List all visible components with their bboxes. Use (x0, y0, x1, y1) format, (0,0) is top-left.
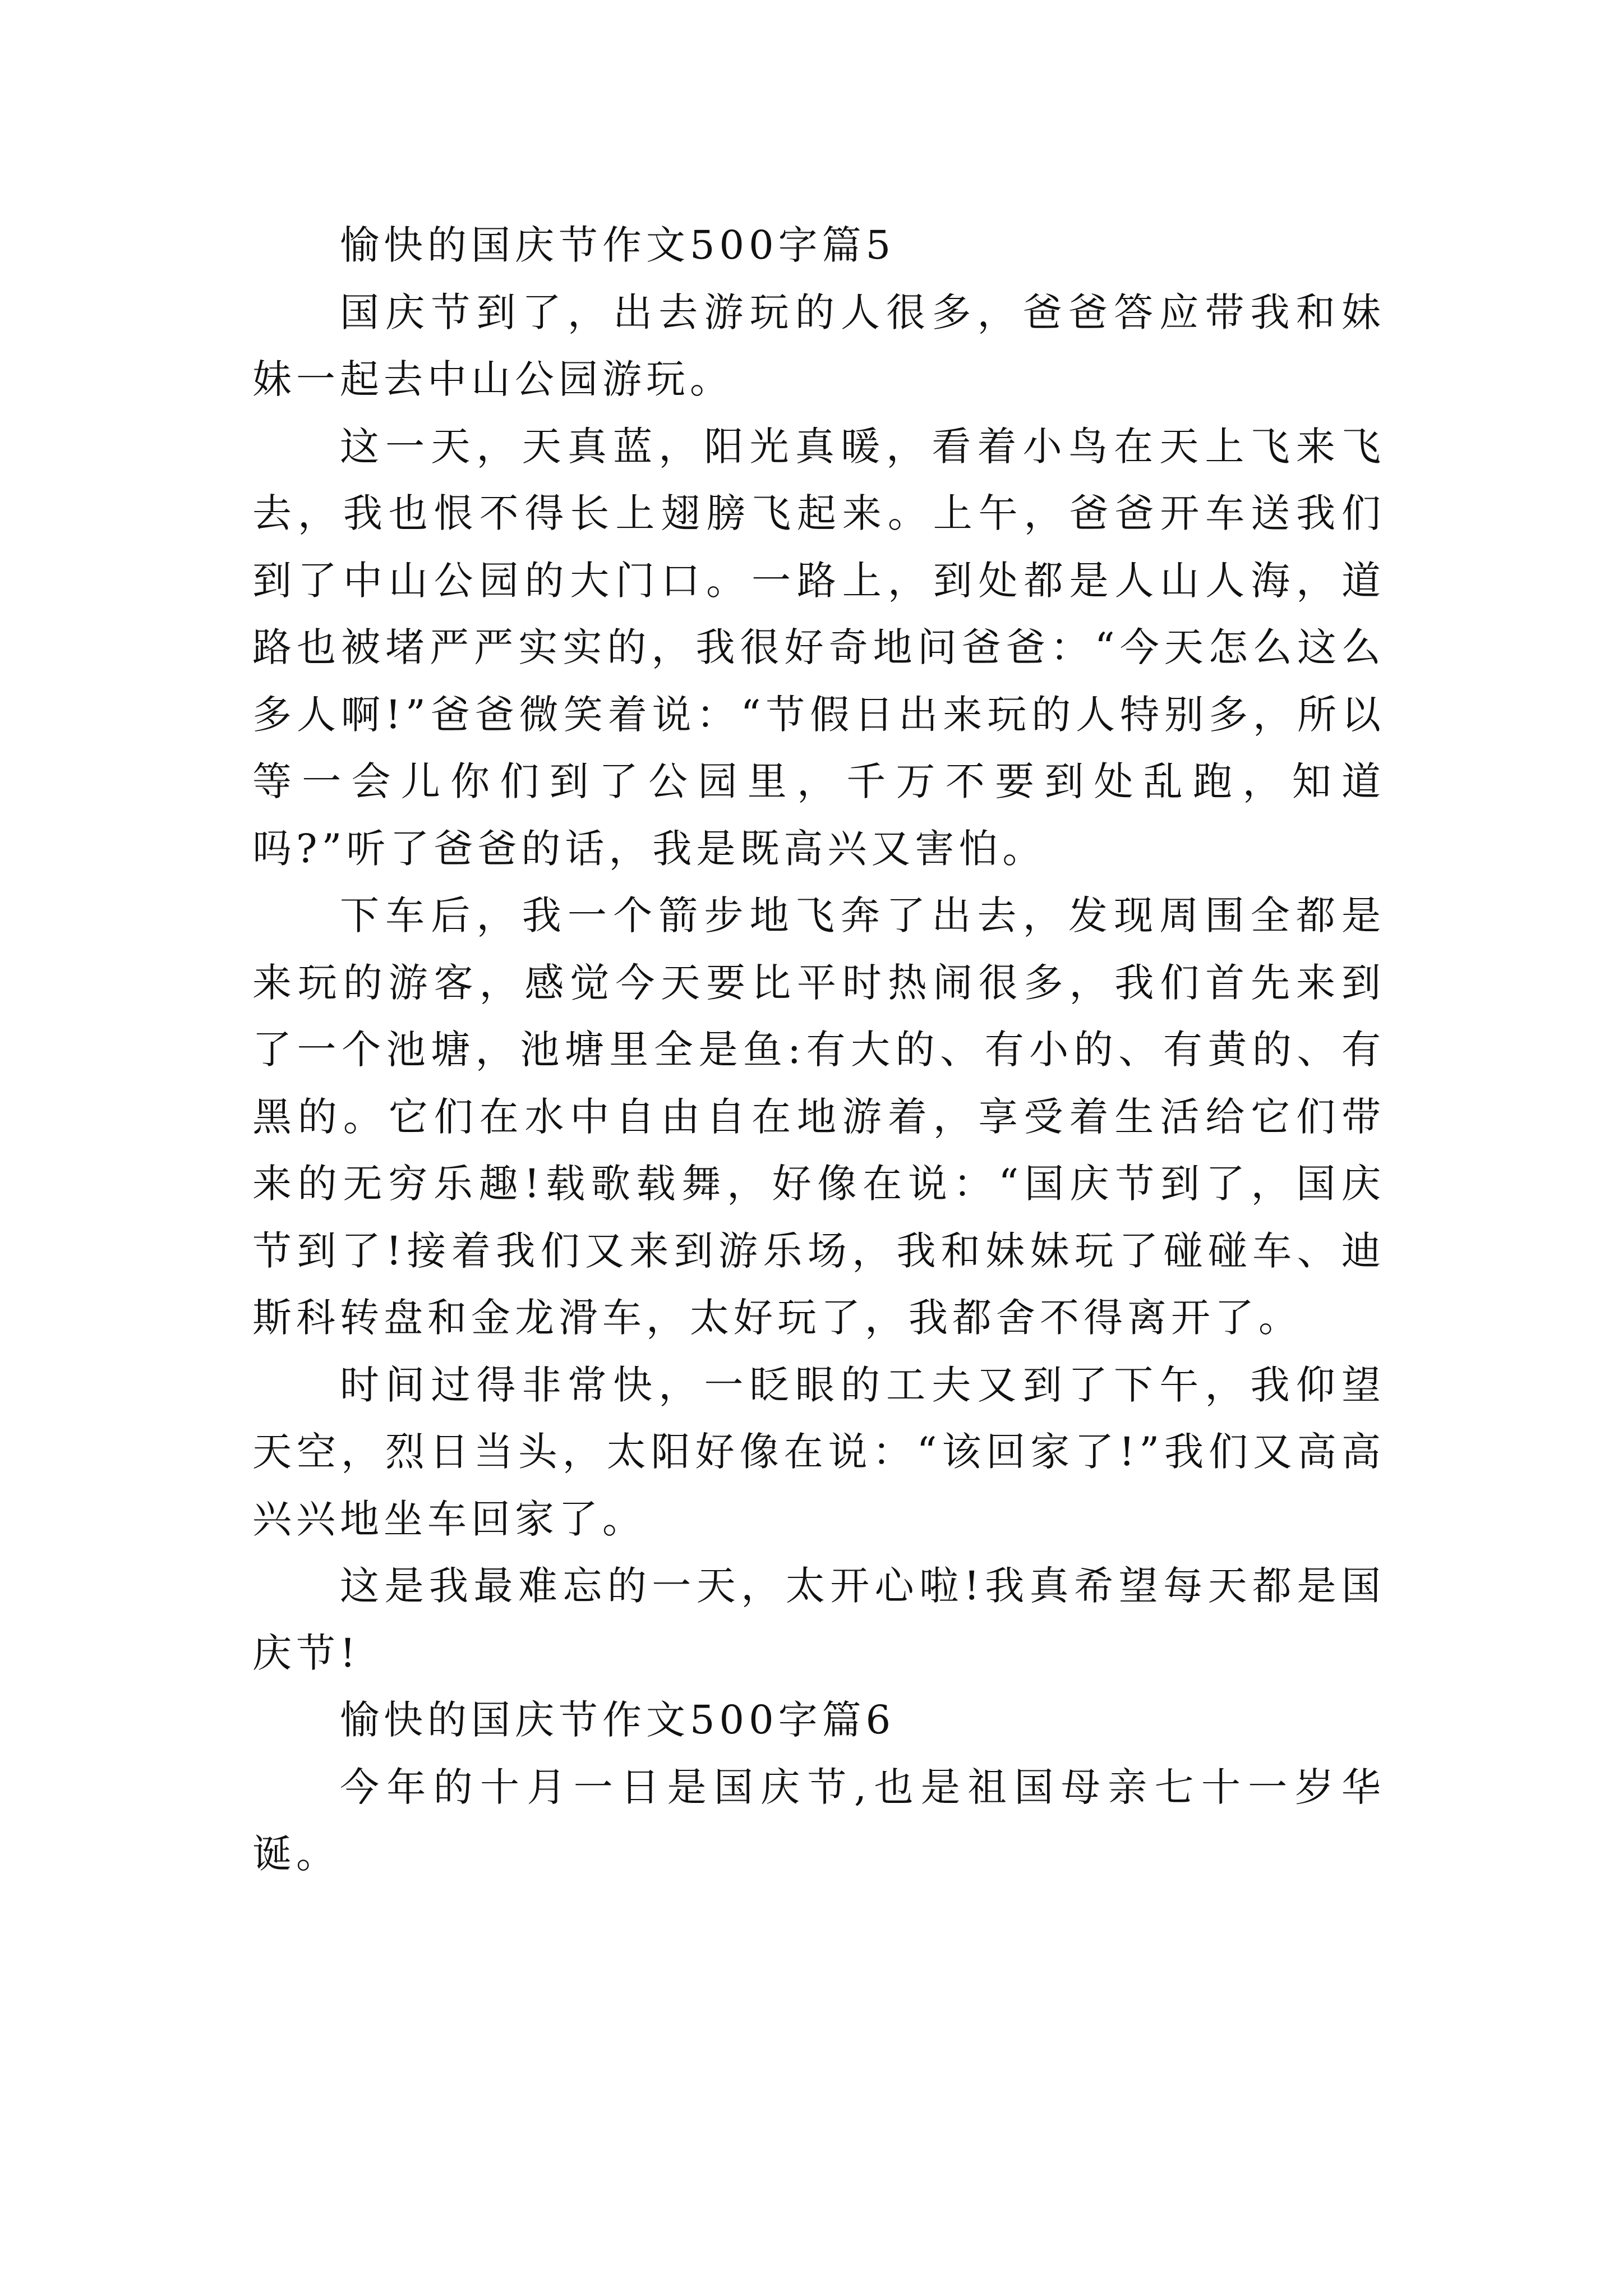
paragraph: 时间过得非常快，一眨眼的工夫又到了下午，我仰望天空，烈日当头，太阳好像在说：“该回家了!”我们又高高兴兴地坐车回家了。 (252, 1361, 1385, 1542)
paragraph: 国庆节到了，出去游玩的人很多，爸爸答应带我和妹妹一起去中山公园游玩。 (252, 289, 1385, 402)
paragraph: 这一天，天真蓝，阳光真暖，看着小鸟在天上飞来飞去，我也恨不得长上翅膀飞起来。上午，爸爸开车送我们到了中山公园的大门口。一路上，到处都是人山人海，道路也被堵严严实实的，我很好奇地问爸爸：“今天怎么这么多人啊!”爸爸微笑着说：“节假日出来玩的人特别多，所以等一会儿你们到了公园里，千万不要到处乱跑，知道吗?”听了爸爸的话，我是既高兴又害怕。 (252, 423, 1385, 872)
paragraph: 这是我最难忘的一天，太开心啦!我真希望每天都是国庆节! (252, 1563, 1385, 1676)
section-heading: 愉快的国庆节作文500字篇5 (340, 222, 896, 268)
document-body (252, 212, 1385, 1888)
section-heading: 愉快的国庆节作文500字篇6 (340, 1697, 896, 1743)
paragraph: 下车后，我一个箭步地飞奔了出去，发现周围全都是来玩的游客，感觉今天要比平时热闹很多，我们首先来到了一个池塘，池塘里全是鱼:有大的、有小的、有黄的、有黑的。它们在水中自由自在地游着，享受着生活给它们带来的无穷乐趣!载歌载舞，好像在说：“国庆节到了，国庆节到了!接着我们又来到游乐场，我和妹妹玩了碰碰车、迪斯科转盘和金龙滑车，太好玩了，我都舍不得离开了。 (252, 892, 1385, 1341)
paragraph: 今年的十月一日是国庆节,也是祖国母亲七十一岁华诞。 (252, 1764, 1385, 1877)
